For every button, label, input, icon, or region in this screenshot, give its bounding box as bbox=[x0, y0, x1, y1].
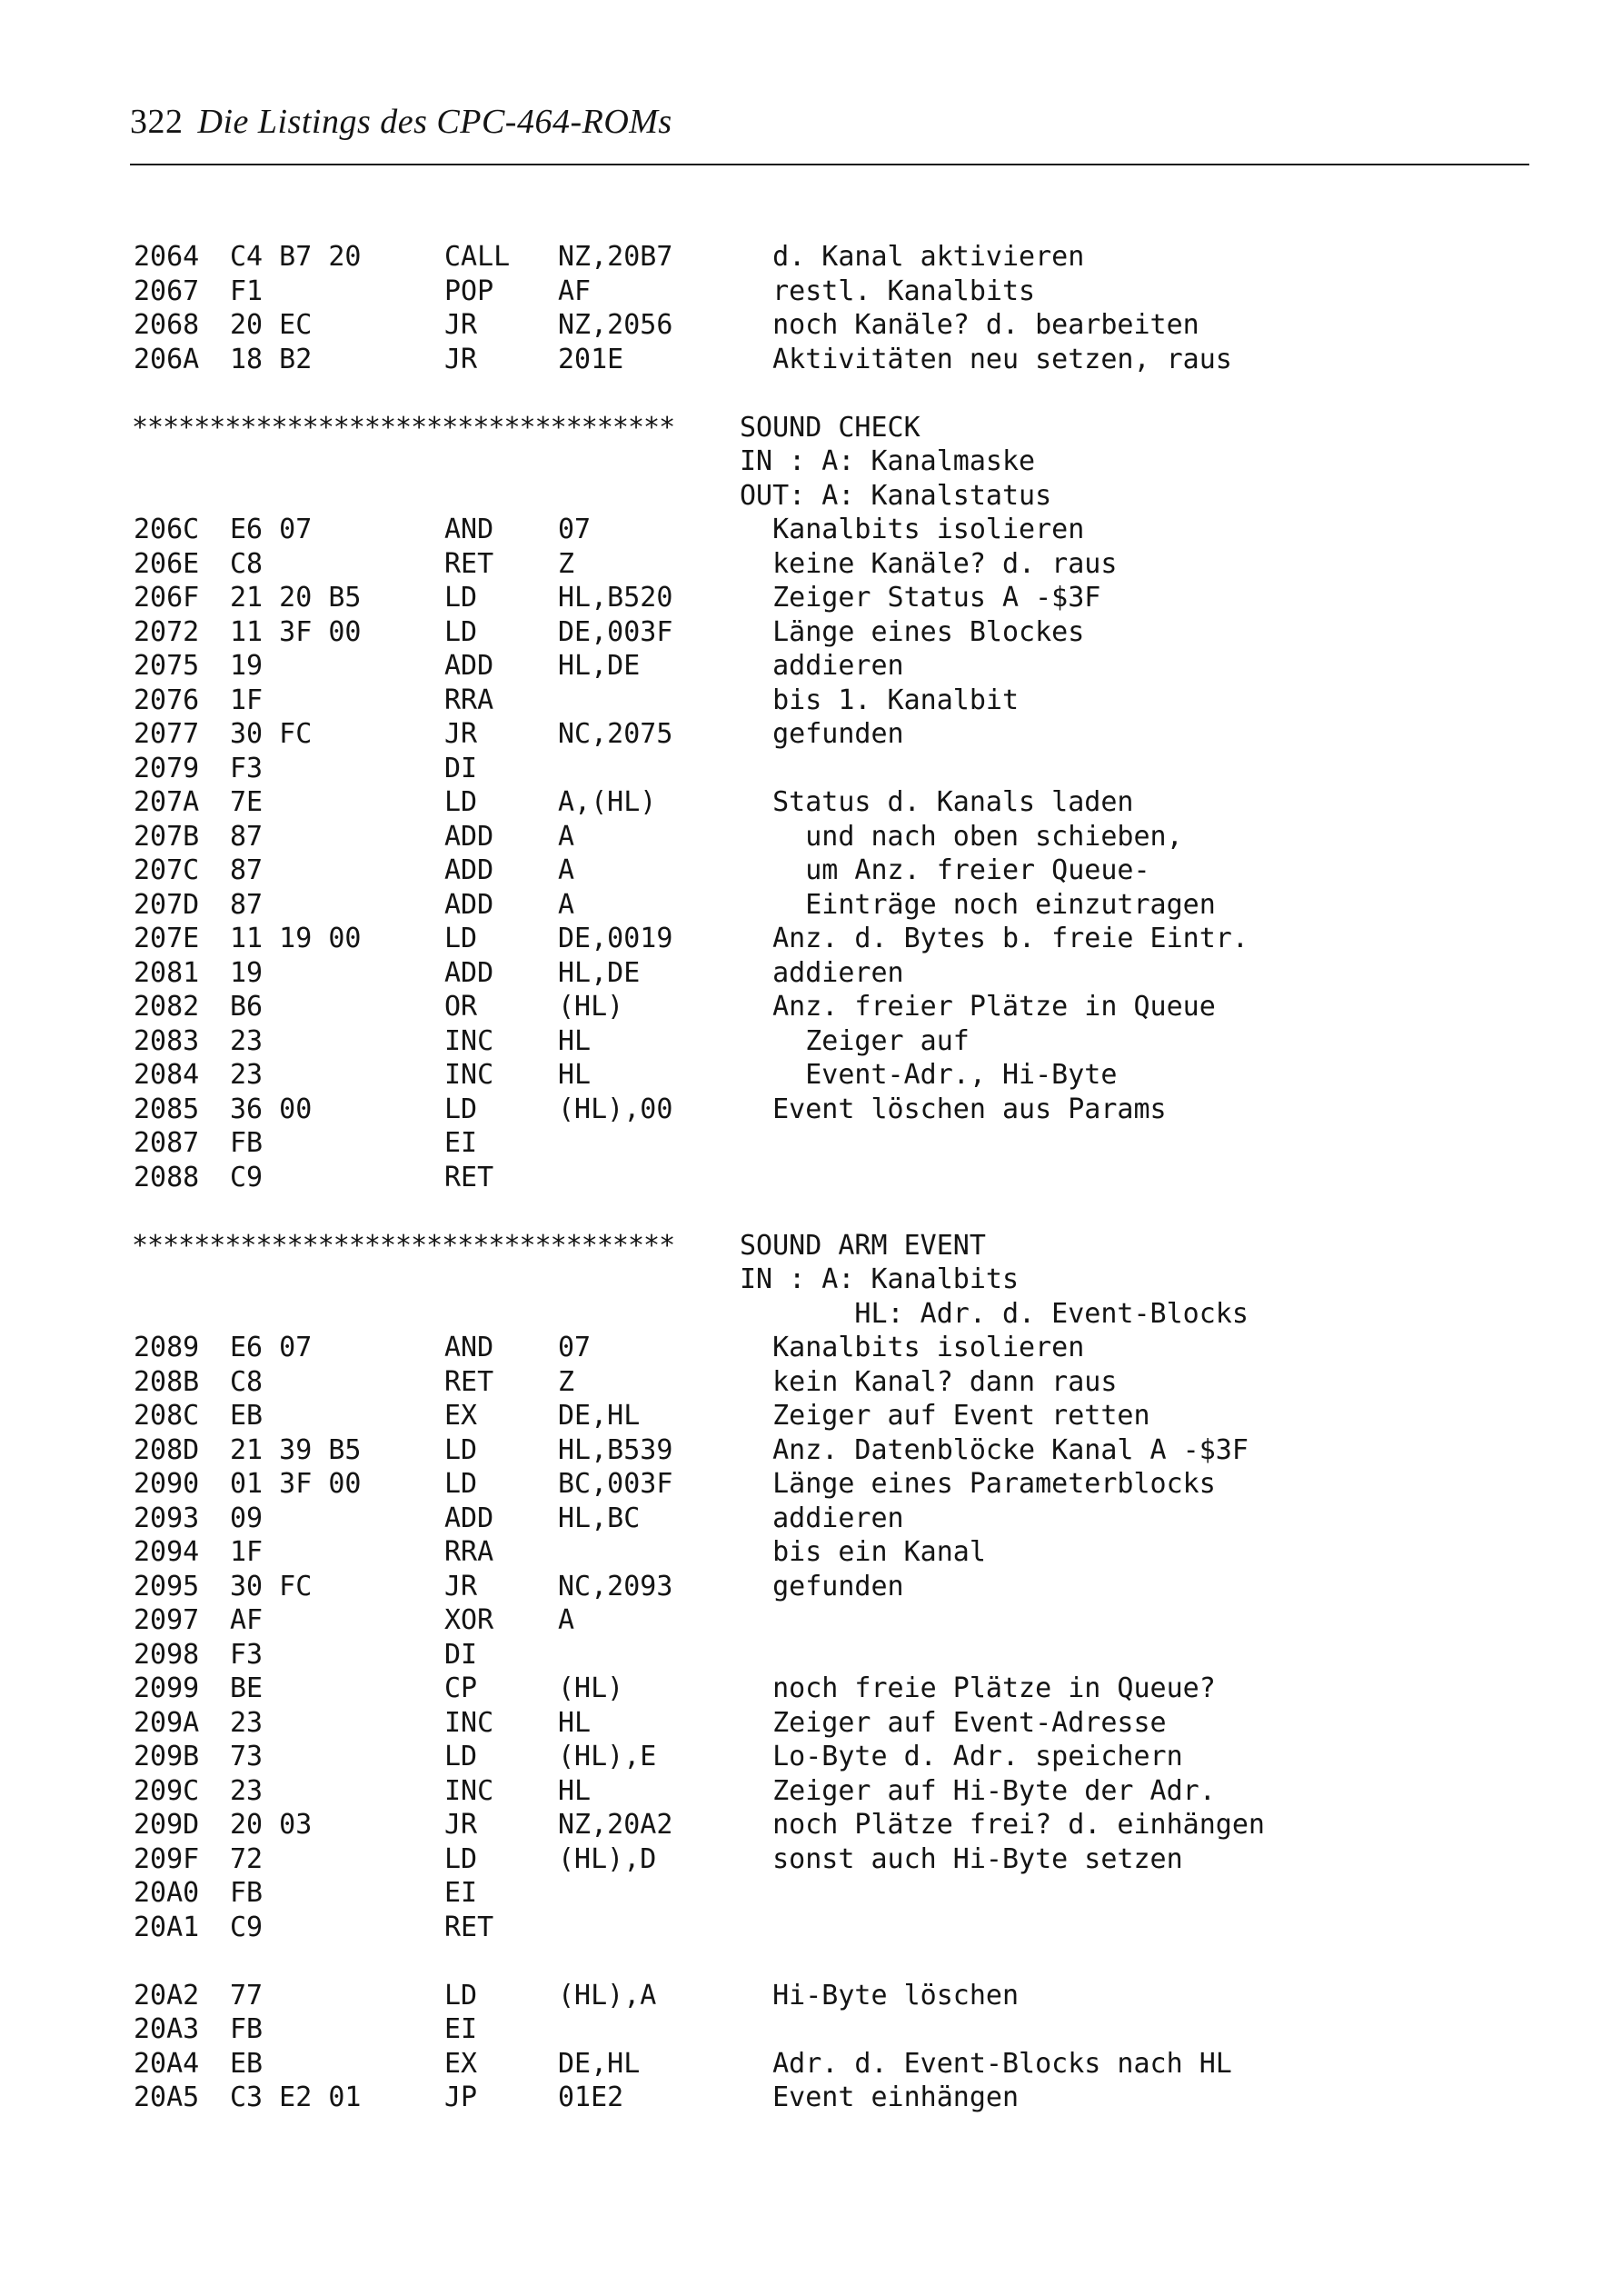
mnemonic: JR bbox=[444, 718, 478, 750]
address: 2083 bbox=[134, 1024, 200, 1057]
mnemonic: INC bbox=[444, 1024, 494, 1057]
address: 2085 bbox=[134, 1093, 200, 1125]
operand: NC,2093 bbox=[558, 1570, 673, 1602]
code-listing bbox=[0, 240, 1612, 2115]
listing-line bbox=[0, 1433, 1612, 1468]
listing-line bbox=[0, 2012, 1612, 2047]
opcode-bytes: FB bbox=[230, 1127, 264, 1159]
listing-line bbox=[0, 1365, 1612, 1400]
comment: Anz. Datenblöcke Kanal A -$3F bbox=[740, 1433, 1249, 1466]
mnemonic: ADD bbox=[444, 956, 494, 989]
opcode-bytes: 72 bbox=[230, 1842, 264, 1875]
address: 2076 bbox=[134, 684, 200, 716]
listing-line bbox=[0, 1161, 1612, 1195]
address: 207E bbox=[134, 923, 200, 954]
operand: A bbox=[558, 888, 575, 921]
listing-line bbox=[0, 1672, 1612, 1706]
address: 2089 bbox=[134, 1332, 200, 1363]
comment: Event einhängen bbox=[740, 2081, 1020, 2113]
listing-line bbox=[0, 1467, 1612, 1502]
comment: Zeiger auf Event retten bbox=[740, 1400, 1150, 1432]
operand: HL,B520 bbox=[558, 582, 673, 614]
operand: HL,DE bbox=[558, 956, 641, 989]
listing-line bbox=[0, 1706, 1612, 1741]
mnemonic: ADD bbox=[444, 820, 494, 853]
operand: HL,B539 bbox=[558, 1433, 673, 1466]
operand: HL,BC bbox=[558, 1502, 641, 1534]
mnemonic: EX bbox=[444, 1400, 478, 1432]
address: 206C bbox=[134, 514, 200, 545]
listing-line bbox=[0, 1740, 1612, 1774]
operand: HL,DE bbox=[558, 650, 641, 682]
operand: A bbox=[558, 854, 575, 886]
comment: Aktivitäten neu setzen, raus bbox=[740, 343, 1232, 375]
opcode-bytes: 87 bbox=[230, 854, 264, 886]
mnemonic: LD bbox=[444, 1979, 478, 2011]
address: 209B bbox=[134, 1741, 200, 1772]
operand: HL bbox=[558, 1059, 592, 1091]
mnemonic: RET bbox=[444, 547, 494, 580]
operand: DE,0019 bbox=[558, 923, 673, 954]
blank-line bbox=[0, 376, 1612, 411]
listing-line bbox=[0, 1979, 1612, 2013]
listing-line bbox=[0, 717, 1612, 752]
listing-line bbox=[0, 444, 1612, 479]
comment: gefunden bbox=[740, 718, 904, 750]
opcode-bytes: 11 19 00 bbox=[230, 923, 362, 954]
comment: Hi-Byte löschen bbox=[740, 1979, 1020, 2011]
opcode-bytes: 21 39 B5 bbox=[230, 1433, 362, 1466]
operand: A,(HL) bbox=[558, 786, 657, 818]
listing-line bbox=[0, 752, 1612, 786]
listing-line bbox=[0, 2047, 1612, 2081]
operand: Z bbox=[558, 547, 575, 580]
mnemonic: LD bbox=[444, 786, 478, 818]
address: 206F bbox=[134, 582, 200, 614]
address: 2097 bbox=[134, 1604, 200, 1636]
opcode-bytes: AF bbox=[230, 1604, 264, 1636]
operand: (HL) bbox=[558, 991, 624, 1023]
opcode-bytes: E6 07 bbox=[230, 514, 313, 545]
listing-line bbox=[0, 1535, 1612, 1570]
address: 20A0 bbox=[134, 1877, 200, 1909]
listing-line bbox=[0, 1263, 1612, 1297]
section-title: SOUND CHECK bbox=[740, 411, 920, 444]
address: 2068 bbox=[134, 309, 200, 341]
comment: Status d. Kanals laden bbox=[740, 786, 1134, 818]
header-rule bbox=[130, 164, 1529, 165]
mnemonic: JR bbox=[444, 1570, 478, 1602]
operand: 01E2 bbox=[558, 2081, 624, 2113]
mnemonic: DI bbox=[444, 1638, 478, 1671]
comment: noch Plätze frei? d. einhängen bbox=[740, 1809, 1265, 1841]
listing-line bbox=[0, 956, 1612, 991]
mnemonic: LD bbox=[444, 1093, 478, 1125]
address: 2093 bbox=[134, 1502, 200, 1534]
mnemonic: AND bbox=[444, 1332, 494, 1363]
address: 2088 bbox=[134, 1161, 200, 1193]
comment: addieren bbox=[740, 1502, 904, 1534]
blank-line bbox=[0, 1944, 1612, 1979]
comment: und nach oben schieben, bbox=[740, 820, 1183, 853]
address: 2077 bbox=[134, 718, 200, 750]
section-divider-line bbox=[0, 411, 1612, 445]
address: 207D bbox=[134, 888, 200, 921]
address: 206A bbox=[134, 343, 200, 375]
address: 20A1 bbox=[134, 1911, 200, 1943]
operand: 201E bbox=[558, 343, 624, 375]
comment: gefunden bbox=[740, 1570, 904, 1602]
comment: Event-Adr., Hi-Byte bbox=[740, 1059, 1118, 1091]
operand: HL bbox=[558, 1706, 592, 1739]
mnemonic: ADD bbox=[444, 650, 494, 682]
comment: bis ein Kanal bbox=[740, 1536, 986, 1568]
address: 2099 bbox=[134, 1672, 200, 1704]
comment: Adr. d. Event-Blocks nach HL bbox=[740, 2047, 1232, 2080]
mnemonic: ADD bbox=[444, 888, 494, 921]
address: 206E bbox=[134, 547, 200, 580]
comment: keine Kanäle? d. raus bbox=[740, 547, 1118, 580]
opcode-bytes: 09 bbox=[230, 1502, 264, 1534]
opcode-bytes: C8 bbox=[230, 1365, 264, 1398]
mnemonic: ADD bbox=[444, 1502, 494, 1534]
opcode-bytes: 73 bbox=[230, 1741, 264, 1772]
asterisk-divider: *********************************** bbox=[132, 411, 675, 444]
comment: HL: Adr. d. Event-Blocks bbox=[740, 1297, 1249, 1330]
opcode-bytes: 30 FC bbox=[230, 1570, 313, 1602]
comment: Länge eines Parameterblocks bbox=[740, 1468, 1216, 1500]
opcode-bytes: 1F bbox=[230, 684, 264, 716]
section-title: SOUND ARM EVENT bbox=[740, 1229, 986, 1262]
comment: Kanalbits isolieren bbox=[740, 514, 1085, 545]
operand: A bbox=[558, 1604, 575, 1636]
opcode-bytes: 23 bbox=[230, 1024, 264, 1057]
opcode-bytes: 21 20 B5 bbox=[230, 582, 362, 614]
mnemonic: LD bbox=[444, 1468, 478, 1500]
operand: 07 bbox=[558, 514, 592, 545]
mnemonic: LD bbox=[444, 1433, 478, 1466]
comment: kein Kanal? dann raus bbox=[740, 1365, 1118, 1398]
listing-line bbox=[0, 343, 1612, 377]
listing-line bbox=[0, 275, 1612, 309]
listing-line bbox=[0, 513, 1612, 547]
address: 208B bbox=[134, 1365, 200, 1398]
comment: Zeiger auf Event-Adresse bbox=[740, 1706, 1167, 1739]
mnemonic: LD bbox=[444, 582, 478, 614]
comment: Zeiger Status A -$3F bbox=[740, 582, 1101, 614]
mnemonic: JP bbox=[444, 2081, 478, 2113]
opcode-bytes: 30 FC bbox=[230, 718, 313, 750]
listing-line bbox=[0, 308, 1612, 343]
address: 20A3 bbox=[134, 2013, 200, 2045]
address: 2082 bbox=[134, 991, 200, 1023]
address: 2064 bbox=[134, 241, 200, 273]
mnemonic: INC bbox=[444, 1774, 494, 1807]
comment: sonst auch Hi-Byte setzen bbox=[740, 1842, 1183, 1875]
listing-line bbox=[0, 1093, 1612, 1127]
listing-line bbox=[0, 1024, 1612, 1059]
mnemonic: RET bbox=[444, 1161, 494, 1193]
comment: Lo-Byte d. Adr. speichern bbox=[740, 1741, 1183, 1772]
operand: NZ,20A2 bbox=[558, 1809, 673, 1841]
comment: Einträge noch einzutragen bbox=[740, 888, 1216, 921]
listing-line bbox=[0, 1603, 1612, 1638]
listing-line bbox=[0, 1774, 1612, 1809]
mnemonic: INC bbox=[444, 1706, 494, 1739]
address: 2075 bbox=[134, 650, 200, 682]
listing-line bbox=[0, 684, 1612, 718]
mnemonic: EI bbox=[444, 1877, 478, 1909]
address: 207A bbox=[134, 786, 200, 818]
address: 2067 bbox=[134, 275, 200, 307]
address: 207B bbox=[134, 820, 200, 853]
opcode-bytes: E6 07 bbox=[230, 1332, 313, 1363]
mnemonic: RRA bbox=[444, 1536, 494, 1568]
address: 20A2 bbox=[134, 1979, 200, 2011]
operand: BC,003F bbox=[558, 1468, 673, 1500]
opcode-bytes: F3 bbox=[230, 752, 264, 784]
listing-line bbox=[0, 990, 1612, 1024]
listing-line bbox=[0, 649, 1612, 684]
opcode-bytes: BE bbox=[230, 1672, 264, 1704]
listing-line bbox=[0, 547, 1612, 582]
address: 2087 bbox=[134, 1127, 200, 1159]
address: 2079 bbox=[134, 752, 200, 784]
address: 209C bbox=[134, 1774, 200, 1807]
listing-line bbox=[0, 1399, 1612, 1433]
mnemonic: CALL bbox=[444, 241, 511, 273]
asterisk-divider: *********************************** bbox=[132, 1229, 675, 1262]
address: 2081 bbox=[134, 956, 200, 989]
address: 2090 bbox=[134, 1468, 200, 1500]
opcode-bytes: 23 bbox=[230, 1706, 264, 1739]
opcode-bytes: C9 bbox=[230, 1161, 264, 1193]
comment: bis 1. Kanalbit bbox=[740, 684, 1020, 716]
opcode-bytes: 18 B2 bbox=[230, 343, 313, 375]
operand: (HL),D bbox=[558, 1842, 657, 1875]
opcode-bytes: FB bbox=[230, 1877, 264, 1909]
mnemonic: ADD bbox=[444, 854, 494, 886]
listing-line bbox=[0, 581, 1612, 615]
comment: noch Kanäle? d. bearbeiten bbox=[740, 309, 1199, 341]
address: 207C bbox=[134, 854, 200, 886]
opcode-bytes: 87 bbox=[230, 888, 264, 921]
address: 2072 bbox=[134, 615, 200, 648]
listing-line bbox=[0, 820, 1612, 854]
mnemonic: RET bbox=[444, 1365, 494, 1398]
mnemonic: JR bbox=[444, 309, 478, 341]
opcode-bytes: C3 E2 01 bbox=[230, 2081, 362, 2113]
section-divider-line bbox=[0, 1229, 1612, 1263]
opcode-bytes: 20 03 bbox=[230, 1809, 313, 1841]
listing-line bbox=[0, 854, 1612, 888]
mnemonic: CP bbox=[444, 1672, 478, 1704]
mnemonic: JR bbox=[444, 1809, 478, 1841]
opcode-bytes: B6 bbox=[230, 991, 264, 1023]
operand: NZ,20B7 bbox=[558, 241, 673, 273]
opcode-bytes: 23 bbox=[230, 1059, 264, 1091]
blank-line bbox=[0, 1194, 1612, 1229]
mnemonic: POP bbox=[444, 275, 494, 307]
listing-line bbox=[0, 1297, 1612, 1332]
opcode-bytes: FB bbox=[230, 2013, 264, 2045]
address: 2095 bbox=[134, 1570, 200, 1602]
page-title: Die Listings des CPC-464-ROMs bbox=[197, 103, 672, 141]
comment: Anz. d. Bytes b. freie Eintr. bbox=[740, 923, 1249, 954]
listing-line bbox=[0, 1126, 1612, 1161]
comment: OUT: A: Kanalstatus bbox=[740, 479, 1052, 512]
comment: IN : A: Kanalbits bbox=[740, 1263, 1020, 1295]
comment: d. Kanal aktivieren bbox=[740, 241, 1085, 273]
operand: DE,003F bbox=[558, 615, 673, 648]
operand: Z bbox=[558, 1365, 575, 1398]
operand: DE,HL bbox=[558, 2047, 641, 2080]
listing-line bbox=[0, 615, 1612, 650]
comment: addieren bbox=[740, 650, 904, 682]
operand: AF bbox=[558, 275, 592, 307]
address: 208D bbox=[134, 1433, 200, 1466]
opcode-bytes: C9 bbox=[230, 1911, 264, 1943]
address: 208C bbox=[134, 1400, 200, 1432]
mnemonic: JR bbox=[444, 343, 478, 375]
operand: 07 bbox=[558, 1332, 592, 1363]
mnemonic: LD bbox=[444, 615, 478, 648]
listing-line bbox=[0, 1058, 1612, 1093]
mnemonic: DI bbox=[444, 752, 478, 784]
mnemonic: INC bbox=[444, 1059, 494, 1091]
opcode-bytes: 77 bbox=[230, 1979, 264, 2011]
opcode-bytes: 19 bbox=[230, 650, 264, 682]
comment: Event löschen aus Params bbox=[740, 1093, 1167, 1125]
opcode-bytes: 11 3F 00 bbox=[230, 615, 362, 648]
listing-line bbox=[0, 785, 1612, 820]
comment: Zeiger auf bbox=[740, 1024, 970, 1057]
opcode-bytes: F3 bbox=[230, 1638, 264, 1671]
comment: Länge eines Blockes bbox=[740, 615, 1085, 648]
operand: HL bbox=[558, 1024, 592, 1057]
operand: DE,HL bbox=[558, 1400, 641, 1432]
operand: HL bbox=[558, 1774, 592, 1807]
opcode-bytes: 20 EC bbox=[230, 309, 313, 341]
opcode-bytes: 87 bbox=[230, 820, 264, 853]
opcode-bytes: EB bbox=[230, 1400, 264, 1432]
listing-line bbox=[0, 240, 1612, 275]
listing-line bbox=[0, 1331, 1612, 1365]
operand: NZ,2056 bbox=[558, 309, 673, 341]
comment: um Anz. freier Queue- bbox=[740, 854, 1150, 886]
address: 209D bbox=[134, 1809, 200, 1841]
address: 20A5 bbox=[134, 2081, 200, 2113]
comment: Zeiger auf Hi-Byte der Adr. bbox=[740, 1774, 1216, 1807]
mnemonic: LD bbox=[444, 1741, 478, 1772]
listing-line bbox=[0, 1638, 1612, 1672]
opcode-bytes: C4 B7 20 bbox=[230, 241, 362, 273]
listing-line bbox=[0, 1570, 1612, 1604]
listing-line bbox=[0, 1842, 1612, 1877]
operand: NC,2075 bbox=[558, 718, 673, 750]
opcode-bytes: 7E bbox=[230, 786, 264, 818]
address: 20A4 bbox=[134, 2047, 200, 2080]
mnemonic: RET bbox=[444, 1911, 494, 1943]
opcode-bytes: F1 bbox=[230, 275, 264, 307]
address: 2094 bbox=[134, 1536, 200, 1568]
comment: Kanalbits isolieren bbox=[740, 1332, 1085, 1363]
listing-line bbox=[0, 479, 1612, 514]
address: 2098 bbox=[134, 1638, 200, 1671]
address: 209A bbox=[134, 1706, 200, 1739]
listing-line bbox=[0, 1808, 1612, 1842]
mnemonic: OR bbox=[444, 991, 478, 1023]
opcode-bytes: 23 bbox=[230, 1774, 264, 1807]
comment: restl. Kanalbits bbox=[740, 275, 1036, 307]
mnemonic: LD bbox=[444, 923, 478, 954]
operand: (HL),A bbox=[558, 1979, 657, 2011]
opcode-bytes: C8 bbox=[230, 547, 264, 580]
mnemonic: EI bbox=[444, 1127, 478, 1159]
mnemonic: LD bbox=[444, 1842, 478, 1875]
operand: (HL),E bbox=[558, 1741, 657, 1772]
mnemonic: XOR bbox=[444, 1604, 494, 1636]
listing-line bbox=[0, 888, 1612, 923]
listing-line bbox=[0, 1911, 1612, 1945]
operand: A bbox=[558, 820, 575, 853]
opcode-bytes: 1F bbox=[230, 1536, 264, 1568]
opcode-bytes: EB bbox=[230, 2047, 264, 2080]
listing-line bbox=[0, 1876, 1612, 1911]
listing-line bbox=[0, 1502, 1612, 1536]
address: 2084 bbox=[134, 1059, 200, 1091]
comment: addieren bbox=[740, 956, 904, 989]
mnemonic: EX bbox=[444, 2047, 478, 2080]
mnemonic: AND bbox=[444, 514, 494, 545]
mnemonic: RRA bbox=[444, 684, 494, 716]
page-header bbox=[130, 102, 672, 142]
page-number: 322 bbox=[130, 103, 184, 141]
opcode-bytes: 01 3F 00 bbox=[230, 1468, 362, 1500]
comment: Anz. freier Plätze in Queue bbox=[740, 991, 1216, 1023]
operand: (HL) bbox=[558, 1672, 624, 1704]
comment: noch freie Plätze in Queue? bbox=[740, 1672, 1216, 1704]
listing-line bbox=[0, 922, 1612, 956]
operand: (HL),00 bbox=[558, 1093, 673, 1125]
address: 209F bbox=[134, 1842, 200, 1875]
opcode-bytes: 36 00 bbox=[230, 1093, 313, 1125]
comment: IN : A: Kanalmaske bbox=[740, 445, 1036, 477]
opcode-bytes: 19 bbox=[230, 956, 264, 989]
listing-line bbox=[0, 2081, 1612, 2115]
mnemonic: EI bbox=[444, 2013, 478, 2045]
